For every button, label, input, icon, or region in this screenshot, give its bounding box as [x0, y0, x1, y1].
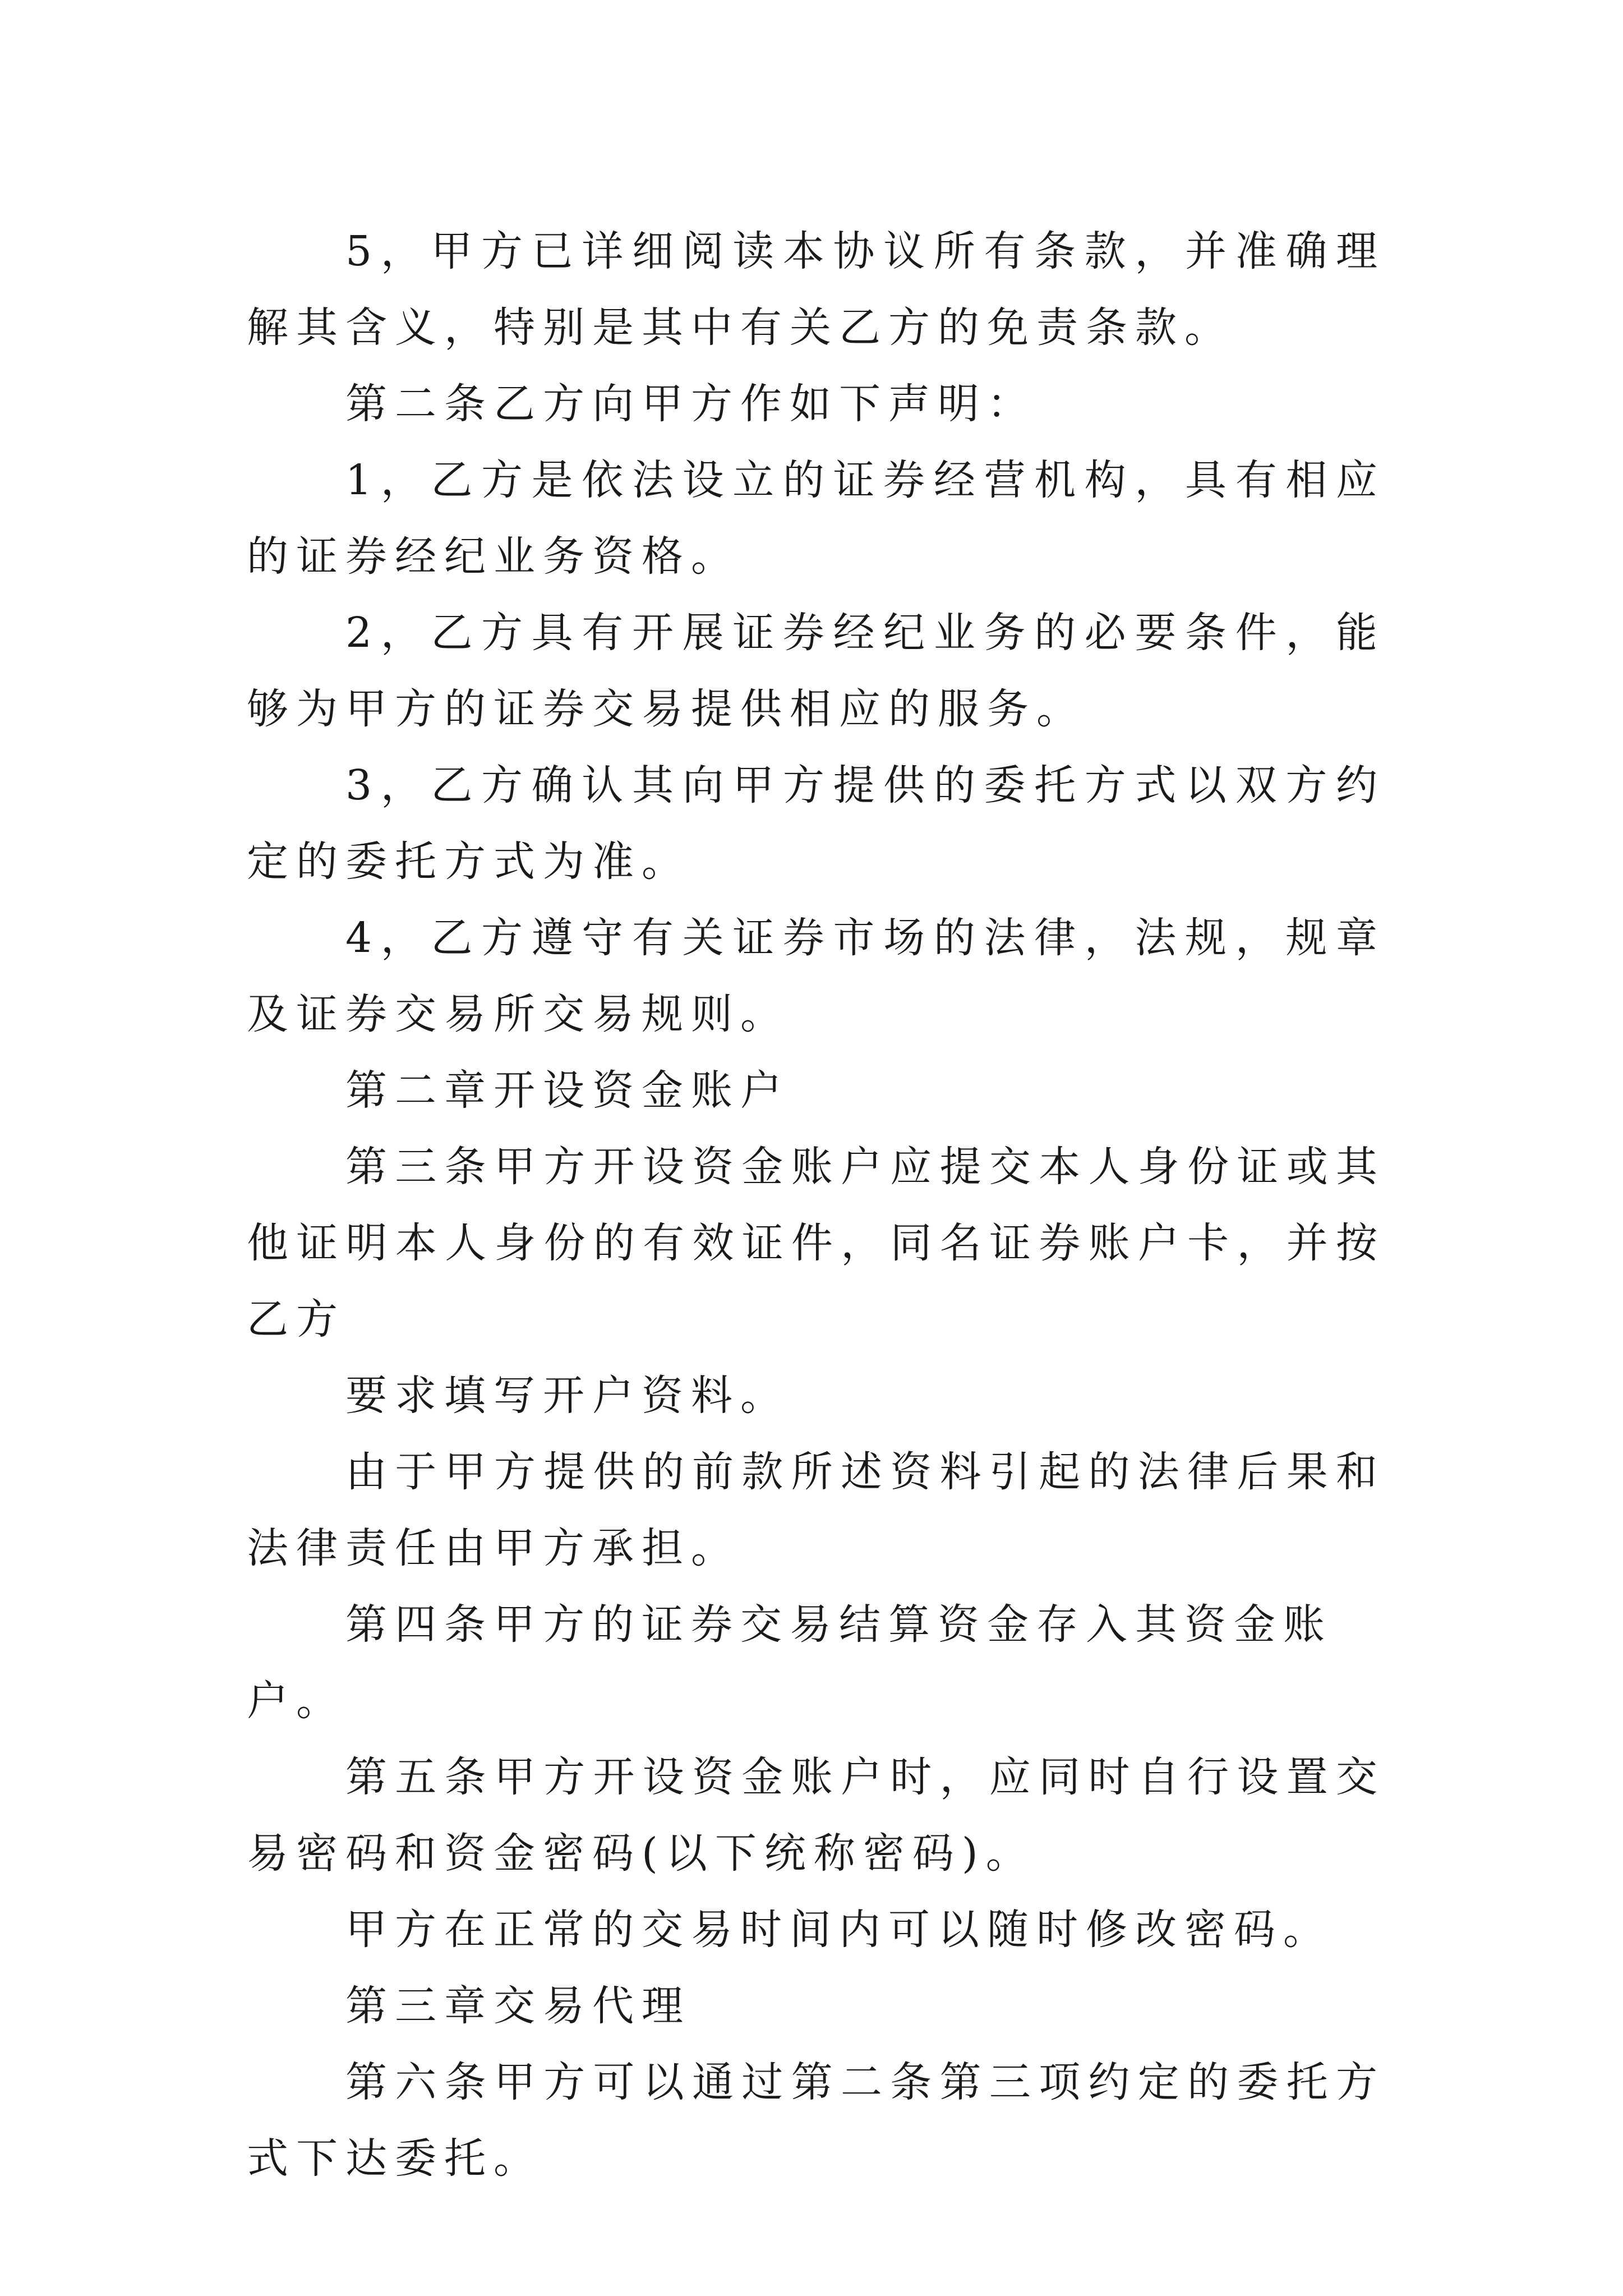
- paragraph-article-3: 第三条甲方开设资金账户应提交本人身份证或其他证明本人身份的有效证件，同名证券账户卡，并按乙方: [247, 1143, 1385, 1343]
- paragraph-article-2-item-3: 3，乙方确认其向甲方提供的委托方式以双方约定的委托方式为准。: [247, 761, 1385, 886]
- paragraph-article-5: 第五条甲方开设资金账户时，应同时自行设置交易密码和资金密码(以下统称密码)。: [247, 1753, 1385, 1878]
- paragraph-password-change: 甲方在正常的交易时间内可以随时修改密码。: [345, 1906, 1332, 1954]
- paragraph-article-6: 第六条甲方可以通过第二条第三项约定的委托方式下达委托。: [247, 2058, 1385, 2183]
- chapter-3-heading: 第三章交易代理: [345, 1982, 691, 2030]
- paragraph-clause-5: 5，甲方已详细阅读本协议所有条款，并准确理解其含义，特别是其中有关乙方的免责条款。: [247, 227, 1385, 352]
- paragraph-article-2-item-4: 4，乙方遵守有关证券市场的法律，法规，规章及证券交易所交易规则。: [247, 914, 1385, 1038]
- paragraph-article-2-item-1: 1，乙方是依法设立的证券经营机构，具有相应的证券经纪业务资格。: [247, 456, 1385, 581]
- chapter-2-heading: 第二章开设资金账户: [345, 1066, 790, 1115]
- paragraph-article-4: 第四条甲方的证券交易结算资金存入其资金账户。: [247, 1600, 1332, 1725]
- paragraph-liability: 由于甲方提供的前款所述资料引起的法律后果和法律责任由甲方承担。: [247, 1448, 1385, 1572]
- document-body: [247, 213, 1385, 2197]
- article-2-heading: 第二条乙方向甲方作如下声明：: [345, 380, 1036, 428]
- paragraph-article-3-continued: 要求填写开户资料。: [345, 1372, 790, 1420]
- paragraph-article-2-item-2: 2，乙方具有开展证券经纪业务的必要条件，能够为甲方的证券交易提供相应的服务。: [247, 609, 1385, 733]
